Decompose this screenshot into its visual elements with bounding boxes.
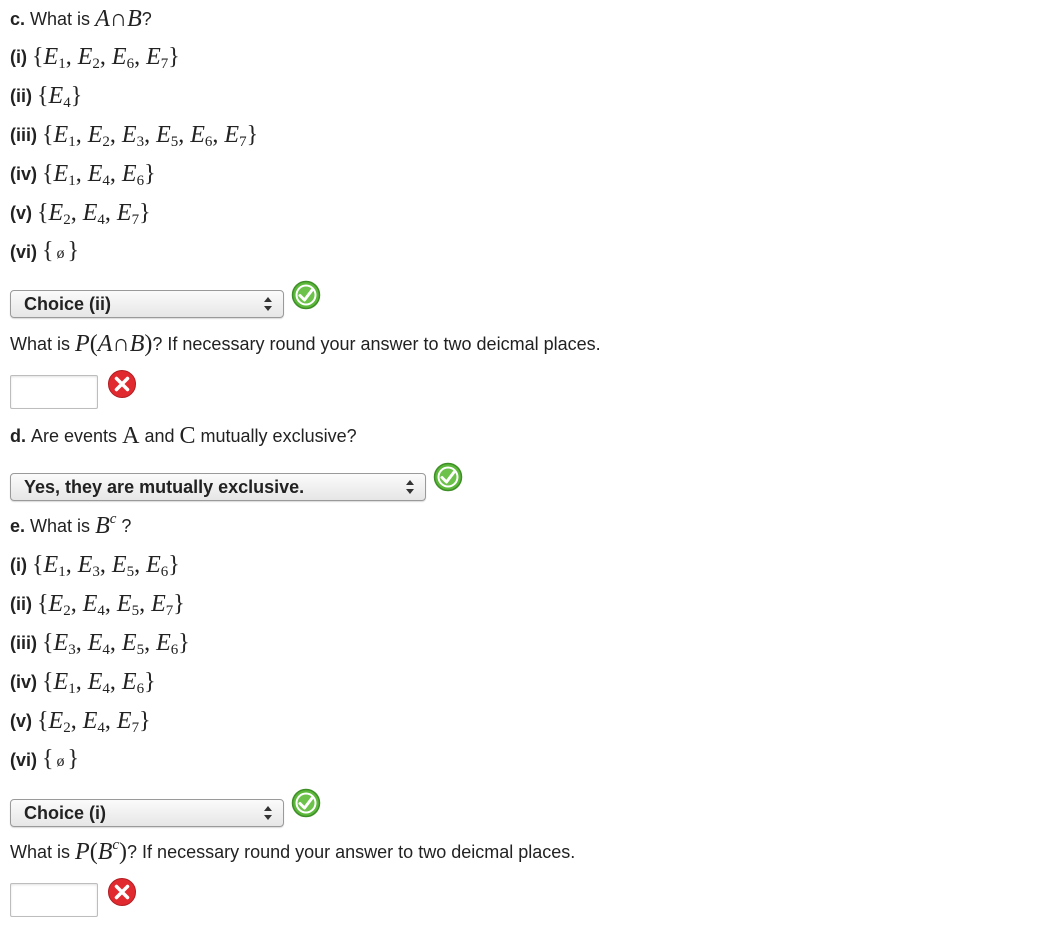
option-item	[10, 667, 190, 697]
answer-select-e[interactable]	[10, 799, 284, 827]
option-item	[10, 589, 190, 619]
question-e-heading: e. What is $B^c$ ?	[10, 511, 132, 539]
option-label: (iv)	[10, 672, 37, 692]
option-item	[10, 198, 258, 228]
set-expression: {$E_1$, $E_4$, $E_6$}	[42, 161, 156, 189]
option-item	[10, 706, 190, 736]
option-item	[10, 745, 190, 775]
up-down-arrows-icon	[263, 806, 273, 820]
math-expression: P(A∩B)	[75, 331, 153, 357]
option-label: (ii)	[10, 86, 32, 106]
check-circle-icon	[291, 280, 321, 310]
question-d-heading: d. Are events A and C mutually exclusive?	[10, 423, 357, 449]
answer-input-e[interactable]	[10, 883, 98, 917]
question-text: What is	[30, 9, 91, 29]
option-label: (v)	[10, 711, 32, 731]
math-expression: A∩B	[95, 6, 142, 32]
set-expression: {$E_1$, $E_2$, $E_6$, $E_7$}	[32, 44, 180, 72]
probability-question-c: What is P(A∩B) ? If necessary round your answer to two deicmal places.	[10, 331, 601, 357]
probability-question-e: What is $P(B^c)$ ? If necessary round your answer to two deicmal places.	[10, 837, 576, 865]
option-item	[10, 42, 258, 72]
question-c-heading: c. What is A∩B ?	[10, 6, 152, 32]
set-expression: {$E_3$, $E_4$, $E_5$, $E_6$}	[42, 630, 190, 658]
option-label: (iv)	[10, 164, 37, 184]
option-label: (i)	[10, 555, 27, 575]
options-list-c	[10, 42, 258, 276]
option-label: (iii)	[10, 633, 37, 653]
math-expression: $P(B^c)$	[75, 837, 128, 865]
part-letter: c.	[10, 9, 26, 29]
set-expression: { ø }	[42, 237, 80, 264]
option-item	[10, 628, 190, 658]
set-expression: {$E_2$, $E_4$, $E_5$, $E_7$}	[37, 591, 185, 619]
option-item	[10, 159, 258, 189]
set-expression: $\{E_4\}$	[37, 83, 83, 111]
up-down-arrows-icon	[405, 480, 415, 494]
set-expression: {$E_1$, $E_3$, $E_5$, $E_6$}	[32, 552, 180, 580]
option-item	[10, 237, 258, 267]
option-label: (vi)	[10, 242, 37, 262]
answer-input-c[interactable]	[10, 375, 98, 409]
set-expression: {$E_1$, $E_2$, $E_3$, $E_5$, $E_6$, $E_7$}	[42, 122, 259, 150]
option-label: (v)	[10, 203, 32, 223]
math-expression: $B^c$	[95, 511, 117, 539]
set-expression: {$E_1$, $E_4$, $E_6$}	[42, 669, 156, 697]
option-label: (ii)	[10, 594, 32, 614]
set-expression: { ø }	[42, 745, 80, 772]
select-value: Choice (ii)	[24, 294, 112, 314]
option-item	[10, 81, 258, 111]
option-item	[10, 550, 190, 580]
event-a: A	[122, 423, 140, 449]
options-list-e	[10, 550, 190, 784]
option-label: (iii)	[10, 125, 37, 145]
answer-select-c[interactable]	[10, 290, 284, 318]
empty-set-symbol: ø	[56, 752, 65, 770]
x-circle-icon	[107, 369, 137, 399]
set-expression: {$E_2$, $E_4$, $E_7$}	[37, 200, 151, 228]
check-circle-icon	[291, 788, 321, 818]
option-item	[10, 120, 258, 150]
up-down-arrows-icon	[263, 297, 273, 311]
set-expression: {$E_2$, $E_4$, $E_7$}	[37, 708, 151, 736]
check-circle-icon	[433, 462, 463, 492]
answer-select-d[interactable]	[10, 473, 426, 501]
option-label: (vi)	[10, 750, 37, 770]
event-c: C	[179, 423, 196, 449]
empty-set-symbol: ø	[56, 244, 65, 262]
option-label: (i)	[10, 47, 27, 67]
x-circle-icon	[107, 877, 137, 907]
select-value: Yes, they are mutually exclusive.	[24, 477, 305, 497]
select-value: Choice (i)	[24, 803, 107, 823]
